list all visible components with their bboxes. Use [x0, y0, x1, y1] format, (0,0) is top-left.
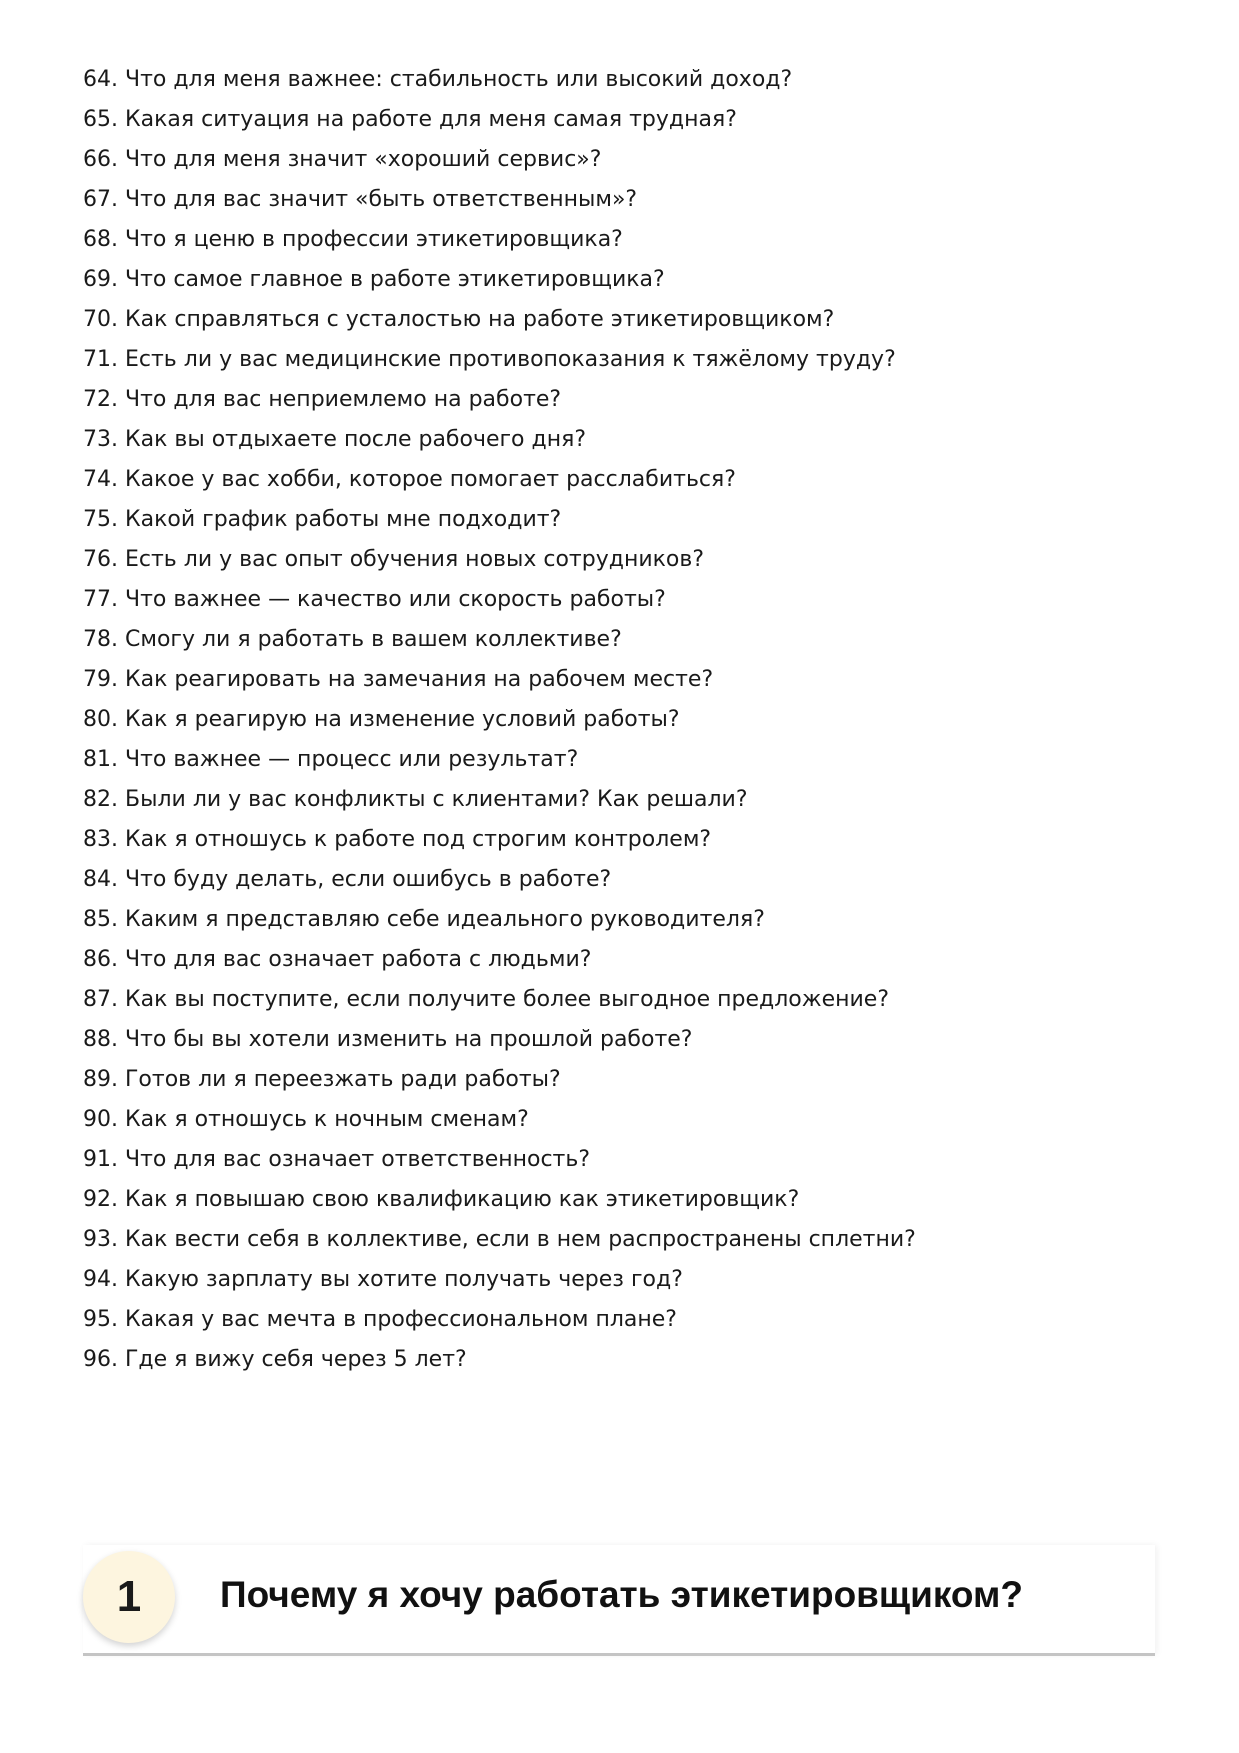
- question-text: Что самое главное в работе этикетировщика?: [125, 267, 665, 292]
- question-item: [83, 1180, 916, 1220]
- question-text: Что для вас означает работа с людьми?: [125, 947, 592, 972]
- question-number: 85.: [83, 907, 118, 932]
- question-item: [83, 180, 916, 220]
- question-item: [83, 580, 916, 620]
- question-item: [83, 700, 916, 740]
- question-number: 90.: [83, 1107, 118, 1132]
- question-item: [83, 420, 916, 460]
- question-item: [83, 1020, 916, 1060]
- question-number: 77.: [83, 587, 118, 612]
- question-text: Что важнее — процесс или результат?: [125, 747, 579, 772]
- question-item: [83, 1220, 916, 1260]
- question-number: 65.: [83, 107, 118, 132]
- question-number: 95.: [83, 1307, 118, 1332]
- question-text: Какая ситуация на работе для меня самая трудная?: [125, 107, 737, 132]
- question-item: [83, 620, 916, 660]
- question-text: Какая у вас мечта в профессиональном плане?: [125, 1307, 677, 1332]
- question-text: Какой график работы мне подходит?: [125, 507, 562, 532]
- question-number: 92.: [83, 1187, 118, 1212]
- question-number: 74.: [83, 467, 118, 492]
- question-number: 81.: [83, 747, 118, 772]
- question-text: Как вести себя в коллективе, если в нем распространены сплетни?: [125, 1227, 916, 1252]
- question-text: Что важнее — качество или скорость работы?: [125, 587, 666, 612]
- question-item: [83, 300, 916, 340]
- question-item: [83, 500, 916, 540]
- section-divider: [83, 1653, 1155, 1656]
- section-header: [83, 1545, 1155, 1655]
- question-number: 71.: [83, 347, 118, 372]
- question-text: Какое у вас хобби, которое помогает расслабиться?: [125, 467, 736, 492]
- question-item: [83, 1340, 916, 1380]
- question-text: Как я повышаю свою квалификацию как этикетировщик?: [125, 1187, 800, 1212]
- question-item: [83, 940, 916, 980]
- question-text: Что для меня важнее: стабильность или высокий доход?: [125, 67, 793, 92]
- question-number: 79.: [83, 667, 118, 692]
- question-number: 93.: [83, 1227, 118, 1252]
- question-text: Готов ли я переезжать ради работы?: [125, 1067, 561, 1092]
- question-item: [83, 660, 916, 700]
- question-text: Как вы поступите, если получите более выгодное предложение?: [125, 987, 890, 1012]
- question-text: Что для вас значит «быть ответственным»?: [125, 187, 638, 212]
- question-number: 84.: [83, 867, 118, 892]
- question-item: [83, 860, 916, 900]
- question-item: [83, 1100, 916, 1140]
- question-number: 72.: [83, 387, 118, 412]
- question-item: [83, 220, 916, 260]
- question-text: Что для вас неприемлемо на работе?: [125, 387, 562, 412]
- question-number: 88.: [83, 1027, 118, 1052]
- question-number: 67.: [83, 187, 118, 212]
- section-number-badge: 1: [83, 1551, 175, 1643]
- question-item: [83, 900, 916, 940]
- question-number: 86.: [83, 947, 118, 972]
- question-item: [83, 140, 916, 180]
- question-text: Были ли у вас конфликты с клиентами? Как решали?: [125, 787, 748, 812]
- question-number: 75.: [83, 507, 118, 532]
- question-number: 78.: [83, 627, 118, 652]
- question-number: 87.: [83, 987, 118, 1012]
- question-number: 73.: [83, 427, 118, 452]
- question-text: Что для меня значит «хороший сервис»?: [125, 147, 602, 172]
- question-number: 66.: [83, 147, 118, 172]
- question-text: Что я ценю в профессии этикетировщика?: [125, 227, 623, 252]
- question-number: 89.: [83, 1067, 118, 1092]
- question-item: [83, 260, 916, 300]
- question-text: Что для вас означает ответственность?: [125, 1147, 591, 1172]
- section-title: Почему я хочу работать этикетировщиком?: [220, 1574, 1023, 1615]
- question-text: Есть ли у вас медицинские противопоказания к тяжёлому труду?: [125, 347, 896, 372]
- question-number: 91.: [83, 1147, 118, 1172]
- question-item: [83, 540, 916, 580]
- question-item: [83, 820, 916, 860]
- question-number: 64.: [83, 67, 118, 92]
- question-list: [83, 60, 916, 1380]
- question-text: Как я отношусь к работе под строгим контролем?: [125, 827, 712, 852]
- question-item: [83, 60, 916, 100]
- question-number: 82.: [83, 787, 118, 812]
- question-number: 94.: [83, 1267, 118, 1292]
- question-text: Как я отношусь к ночным сменам?: [125, 1107, 529, 1132]
- question-text: Какую зарплату вы хотите получать через год?: [125, 1267, 683, 1292]
- question-text: Где я вижу себя через 5 лет?: [125, 1347, 467, 1372]
- question-item: [83, 980, 916, 1020]
- question-item: [83, 1300, 916, 1340]
- question-item: [83, 340, 916, 380]
- question-number: 76.: [83, 547, 118, 572]
- question-text: Как вы отдыхаете после рабочего дня?: [125, 427, 587, 452]
- question-number: 70.: [83, 307, 118, 332]
- question-number: 96.: [83, 1347, 118, 1372]
- question-text: Как я реагирую на изменение условий работы?: [125, 707, 680, 732]
- question-text: Есть ли у вас опыт обучения новых сотрудников?: [125, 547, 705, 572]
- question-text: Что буду делать, если ошибусь в работе?: [125, 867, 612, 892]
- question-text: Как реагировать на замечания на рабочем месте?: [125, 667, 714, 692]
- question-text: Как справляться с усталостью на работе этикетировщиком?: [125, 307, 835, 332]
- question-number: 68.: [83, 227, 118, 252]
- question-item: [83, 1060, 916, 1100]
- question-item: [83, 780, 916, 820]
- question-item: [83, 460, 916, 500]
- question-item: [83, 1260, 916, 1300]
- question-number: 83.: [83, 827, 118, 852]
- question-number: 80.: [83, 707, 118, 732]
- question-item: [83, 380, 916, 420]
- question-number: 69.: [83, 267, 118, 292]
- question-text: Что бы вы хотели изменить на прошлой работе?: [125, 1027, 693, 1052]
- question-item: [83, 740, 916, 780]
- question-text: Каким я представляю себе идеального руководителя?: [125, 907, 765, 932]
- question-item: [83, 1140, 916, 1180]
- question-text: Смогу ли я работать в вашем коллективе?: [125, 627, 622, 652]
- question-item: [83, 100, 916, 140]
